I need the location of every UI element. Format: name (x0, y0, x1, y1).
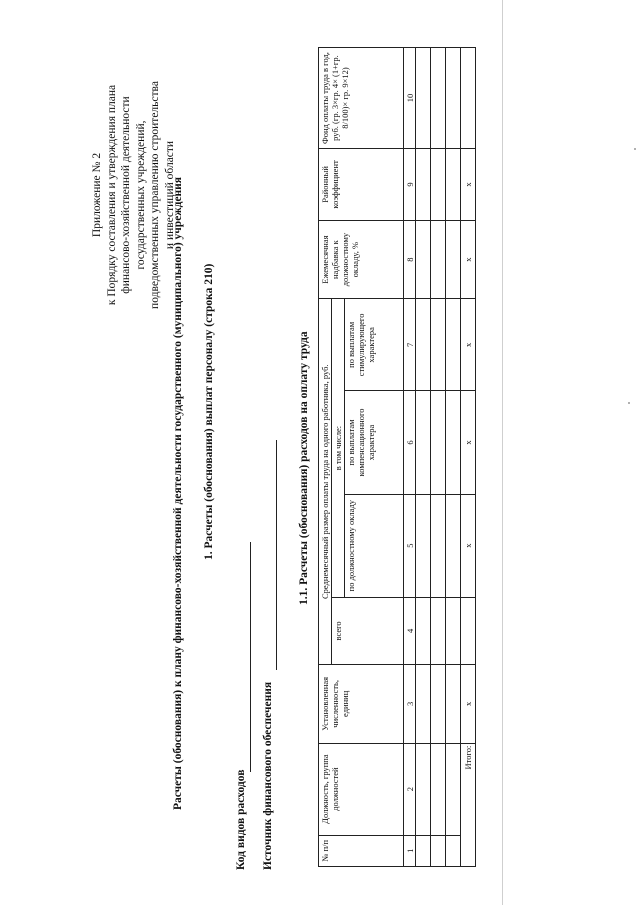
column-number: 1 (404, 835, 416, 866)
header-cell: Фонд оплаты труда в год, руб. (гр. 3×гр. 4× (1+гр. 8/100)× гр. 9×12) (319, 48, 404, 149)
table-cell[interactable] (431, 299, 446, 391)
table-cell[interactable] (431, 149, 446, 221)
header-cell: Среднемесячный размер оплаты труда на одного работника, руб. (319, 299, 332, 665)
header-cell: Установленная численность, единиц (319, 665, 404, 744)
table-cell[interactable] (431, 665, 446, 744)
appendix-line: и инвестиций области (163, 140, 176, 250)
appendix-line: подведомственных управлению строительства (149, 81, 161, 309)
column-number: 10 (404, 48, 416, 149)
table-cell[interactable] (431, 48, 446, 149)
total-cell: x (461, 494, 476, 597)
total-cell: x (461, 299, 476, 391)
column-number: 2 (404, 743, 416, 835)
table-cell[interactable] (446, 743, 461, 835)
appendix-line: государственных учреждений, (134, 120, 147, 270)
total-label: Итого: (461, 743, 476, 866)
table-cell[interactable] (446, 48, 461, 149)
total-cell: x (461, 665, 476, 744)
appendix-line: финансово-хозяйственной деятельности (120, 96, 132, 294)
subsection-title: 1.1. Расчеты (обоснования) расходов на оплату труда (298, 331, 310, 605)
table-cell[interactable] (416, 149, 431, 221)
column-number: 7 (404, 299, 416, 391)
total-row (461, 48, 476, 867)
column-number-row (404, 48, 416, 867)
table-row (446, 48, 461, 867)
total-cell[interactable] (461, 48, 476, 149)
table-cell[interactable] (416, 299, 431, 391)
table-cell[interactable] (431, 835, 446, 866)
table-cell[interactable] (416, 391, 431, 494)
appendix-line: Приложение № 2 (91, 152, 103, 238)
table-row (416, 48, 431, 867)
table-cell[interactable] (446, 299, 461, 391)
column-number: 4 (404, 597, 416, 664)
table-cell[interactable] (416, 597, 431, 664)
header-cell: по выплатам стимулирующего характера (345, 299, 404, 391)
total-cell: x (461, 391, 476, 494)
document-title: Расчеты (обоснования) к плану финансово-хозяйственной деятельности государственного (муниципального) учреждения (172, 176, 184, 810)
header-cell: Ежемесячная надбавка к должностному окладу, % (319, 220, 404, 299)
table-row (431, 48, 446, 867)
table-cell[interactable] (446, 220, 461, 299)
table-cell[interactable] (446, 835, 461, 866)
total-cell: x (461, 220, 476, 299)
appendix-line: к Порядку составления и утверждения плана (105, 84, 118, 306)
expense-code-field[interactable] (250, 542, 251, 772)
column-number: 9 (404, 149, 416, 221)
section-title: 1. Расчеты (обоснования) выплат персоналу (строка 210) (203, 263, 215, 560)
table-cell[interactable] (416, 743, 431, 835)
column-number: 8 (404, 220, 416, 299)
header-cell: № п/п (319, 835, 404, 866)
funding-source-label: Источник финансового обеспечения (262, 681, 274, 870)
total-cell[interactable] (461, 597, 476, 664)
table-cell[interactable] (416, 665, 431, 744)
table-cell[interactable] (431, 391, 446, 494)
table-cell[interactable] (446, 391, 461, 494)
table-cell[interactable] (431, 743, 446, 835)
table-cell[interactable] (446, 149, 461, 221)
total-cell: x (461, 149, 476, 221)
appendix-block (90, 45, 177, 345)
table-cell[interactable] (416, 835, 431, 866)
header-cell: по выплатам компенсационного характера (345, 391, 404, 494)
column-number: 3 (404, 665, 416, 744)
column-number: 6 (404, 391, 416, 494)
table-cell[interactable] (446, 494, 461, 597)
table-cell[interactable] (416, 494, 431, 597)
header-cell: Должность, группа должностей (319, 743, 404, 835)
header-cell: всего (332, 597, 404, 664)
payroll-table (318, 47, 476, 867)
table-cell[interactable] (416, 48, 431, 149)
table-cell[interactable] (446, 597, 461, 664)
table-cell[interactable] (431, 597, 446, 664)
header-cell: по должностному окладу (345, 494, 404, 597)
table-cell[interactable] (416, 220, 431, 299)
table-cell[interactable] (431, 220, 446, 299)
funding-source-field[interactable] (276, 440, 277, 670)
table-cell[interactable] (446, 665, 461, 744)
column-number: 5 (404, 494, 416, 597)
header-cell: Районный коэффициент (319, 149, 404, 221)
expense-code-label: Код видов расходов (235, 769, 247, 870)
header-cell: в том числе: (332, 299, 345, 597)
header-row (319, 48, 332, 867)
table-cell[interactable] (431, 494, 446, 597)
